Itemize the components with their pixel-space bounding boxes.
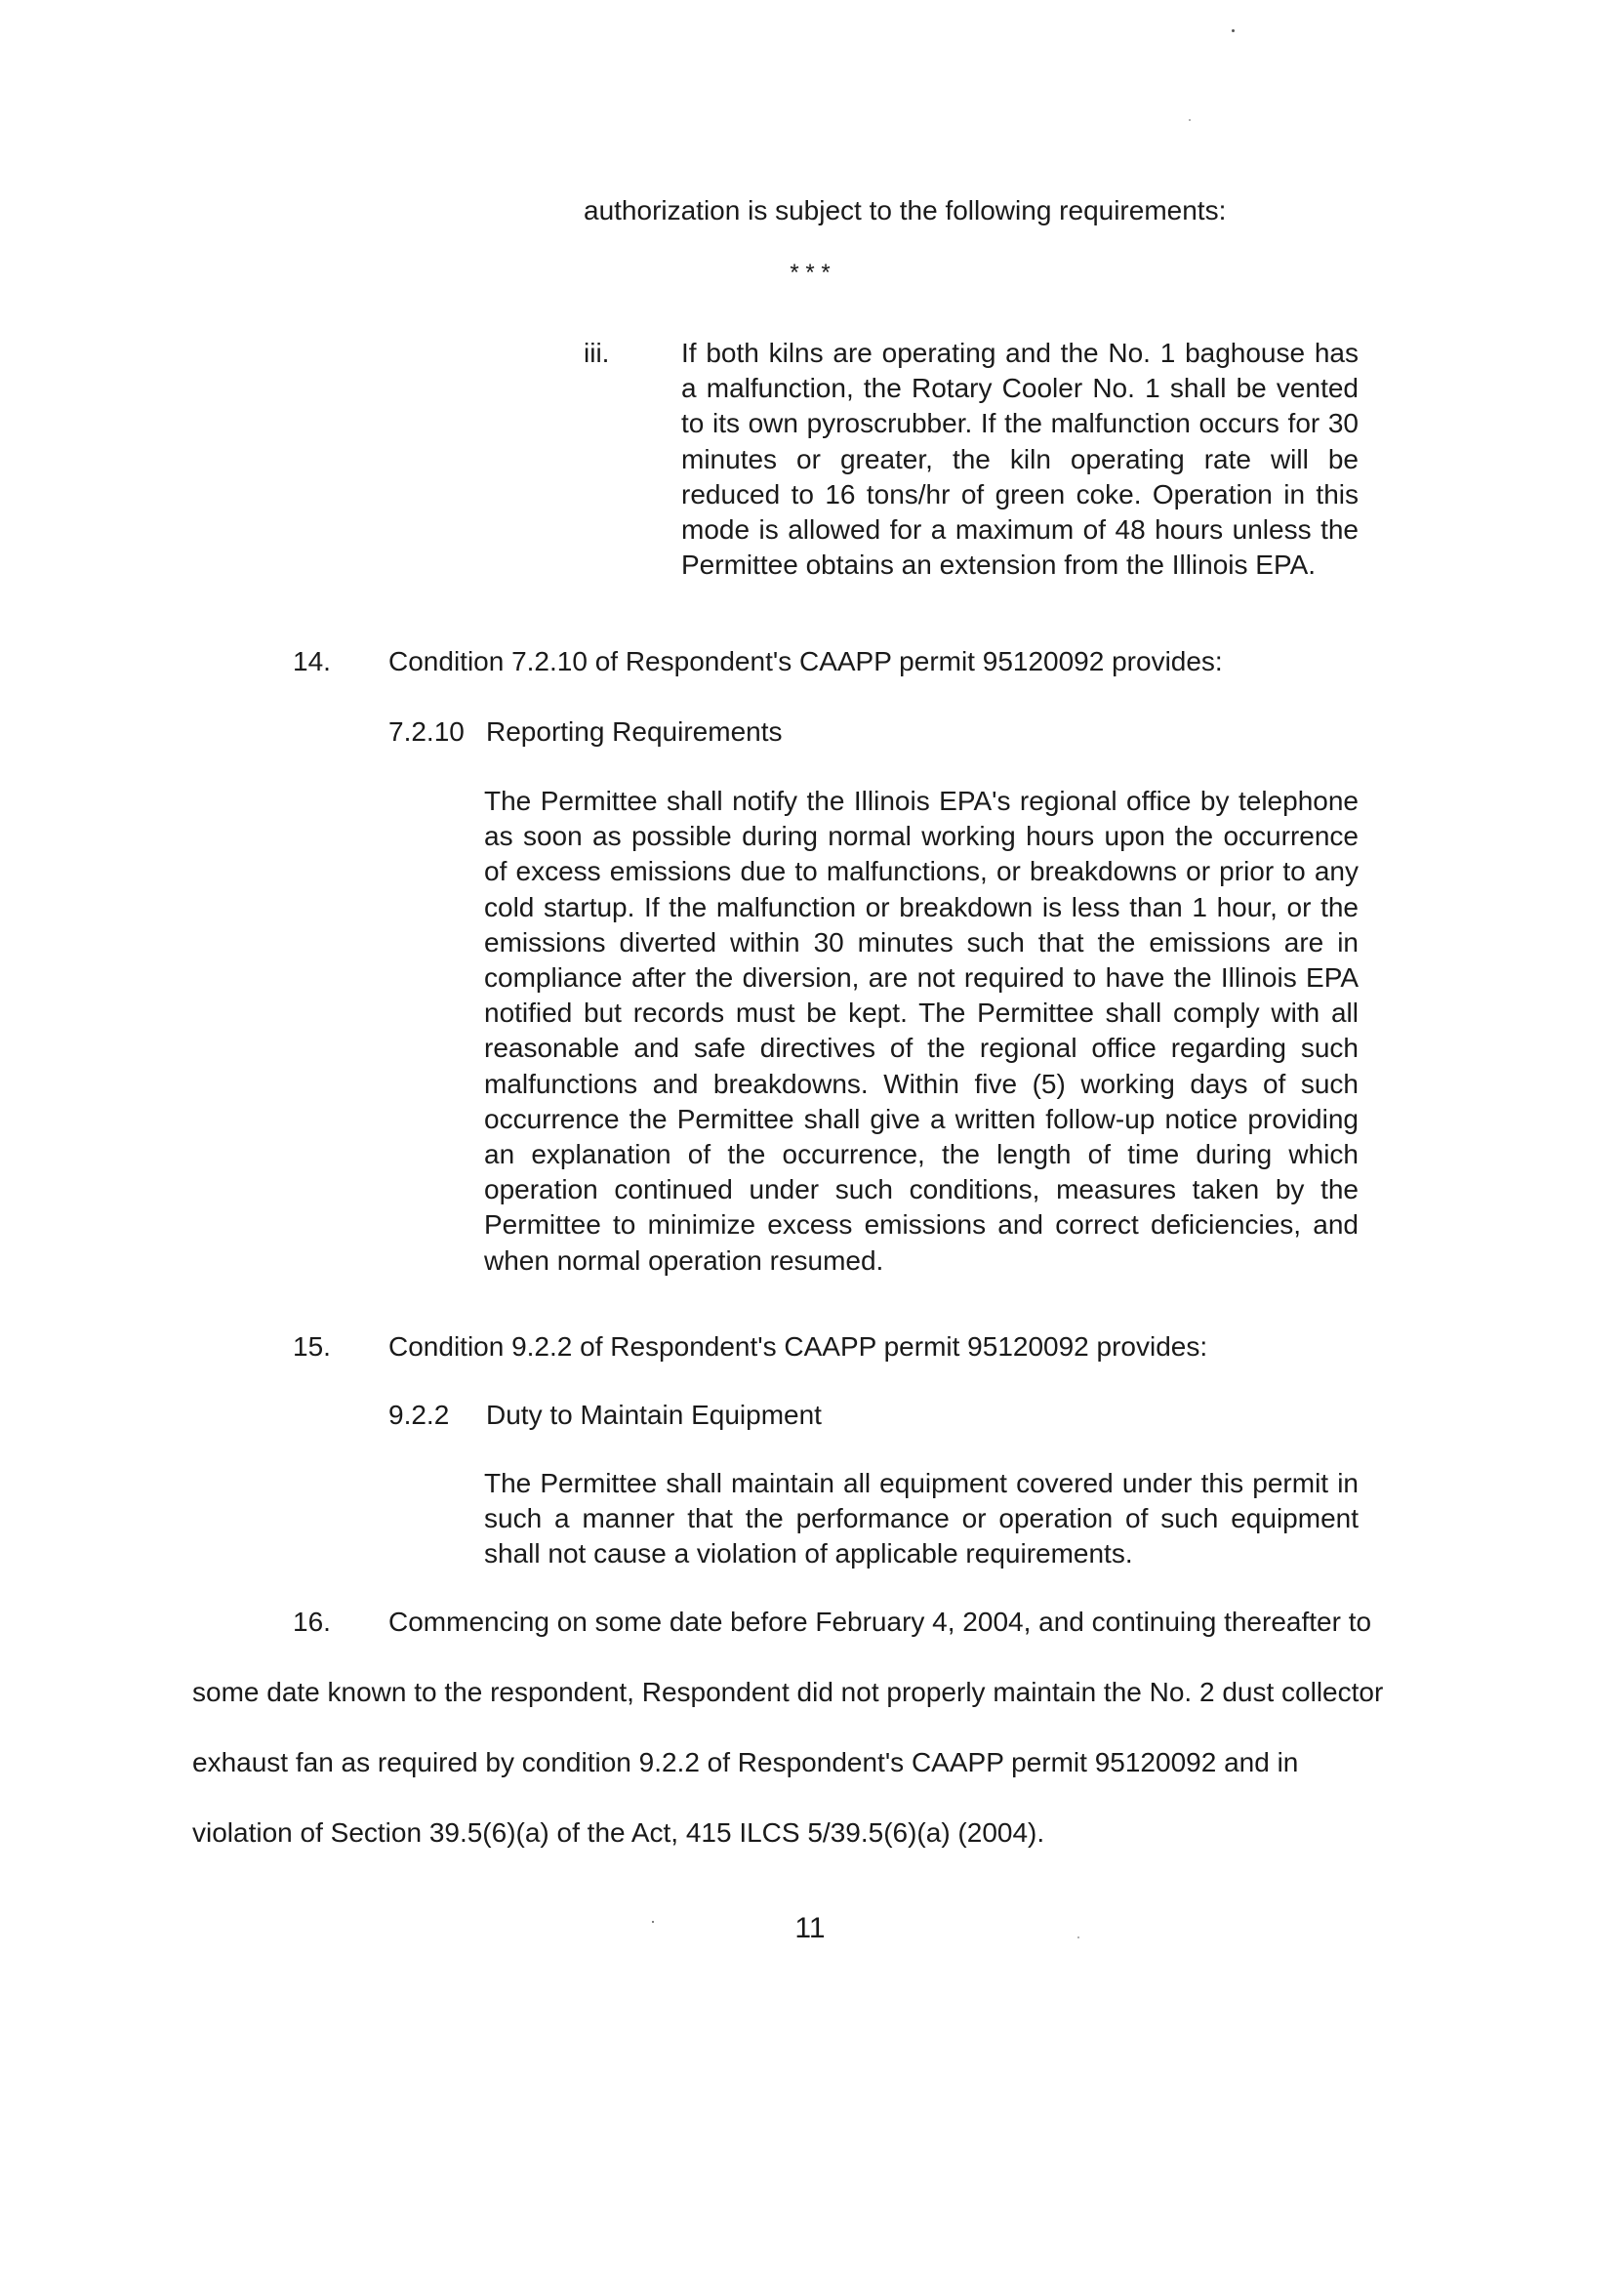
page-number: 11	[794, 1912, 826, 1944]
para-15-quote: The Permittee shall maintain all equipment covered under this permit in such a manner that the performance or operation of such equipment shall not cause a violation of applicable requirements.	[484, 1468, 1359, 1569]
scan-speck	[1077, 1936, 1079, 1938]
intro-line: authorization is subject to the following requirements:	[584, 195, 1227, 225]
scan-speck	[1189, 119, 1191, 121]
para-14-subheading-title: Reporting Requirements	[486, 716, 783, 747]
scan-speck	[652, 1921, 654, 1923]
para-14-number: 14.	[293, 646, 331, 676]
item-iii-label: iii.	[584, 338, 610, 368]
para-15-subheading-number: 9.2.2	[388, 1400, 450, 1430]
ellipsis-stars: * * *	[790, 260, 831, 286]
para-16-line-4: violation of Section 39.5(6)(a) of the Act, 415 ILCS 5/39.5(6)(a) (2004).	[192, 1817, 1045, 1848]
para-15-subheading-title: Duty to Maintain Equipment	[486, 1400, 822, 1430]
para-14-quote: The Permittee shall notify the Illinois EPA's regional office by telephone as soon as possible during normal working hours upon the occurrence of excess emissions due to malfunctions, or breakdowns or prior to any cold startup. If the malfunction or breakdown is less than 1 hour, or the emissions diverted within 30 minutes such that the emissions are in compliance after the diversion, are not required to have the Illinois EPA notified but records must be kept. The Permittee shall comply with all reasonable and safe directives of the regional office regarding such malfunctions and breakdowns. Within five (5) working days of such occurrence the Permittee shall give a written follow-up notice providing an explanation of the occurrence, the length of time during which operation continued under such conditions, measures taken by the Permittee to minimize excess emissions and correct deficiencies, and when normal operation resumed.	[484, 786, 1359, 1276]
item-iii-text: If both kilns are operating and the No. 1 baghouse has a malfunction, the Rotary Cooler No. 1 shall be vented to its own pyroscrubber. If the malfunction occurs for 30 minutes or greater, the kiln operating rate will be reduced to 16 tons/hr of green coke. Operation in this mode is allowed for a maximum of 48 hours unless the Permittee obtains an extension from the Illinois EPA.	[681, 338, 1359, 581]
para-15-number: 15.	[293, 1331, 331, 1362]
scan-speck	[1232, 29, 1235, 32]
para-16-line-2: some date known to the respondent, Respondent did not properly maintain the No. 2 dust collector	[192, 1677, 1384, 1707]
para-14-text: Condition 7.2.10 of Respondent's CAAPP permit 95120092 provides:	[388, 646, 1223, 676]
para-16-number: 16.	[293, 1607, 331, 1637]
para-16-line-3: exhaust fan as required by condition 9.2.2 of Respondent's CAAPP permit 95120092 and in	[192, 1747, 1299, 1777]
para-15-text: Condition 9.2.2 of Respondent's CAAPP permit 95120092 provides:	[388, 1331, 1208, 1362]
para-16-first-line: Commencing on some date before February 4, 2004, and continuing thereafter to	[388, 1607, 1372, 1637]
para-14-subheading-number: 7.2.10	[388, 716, 465, 747]
